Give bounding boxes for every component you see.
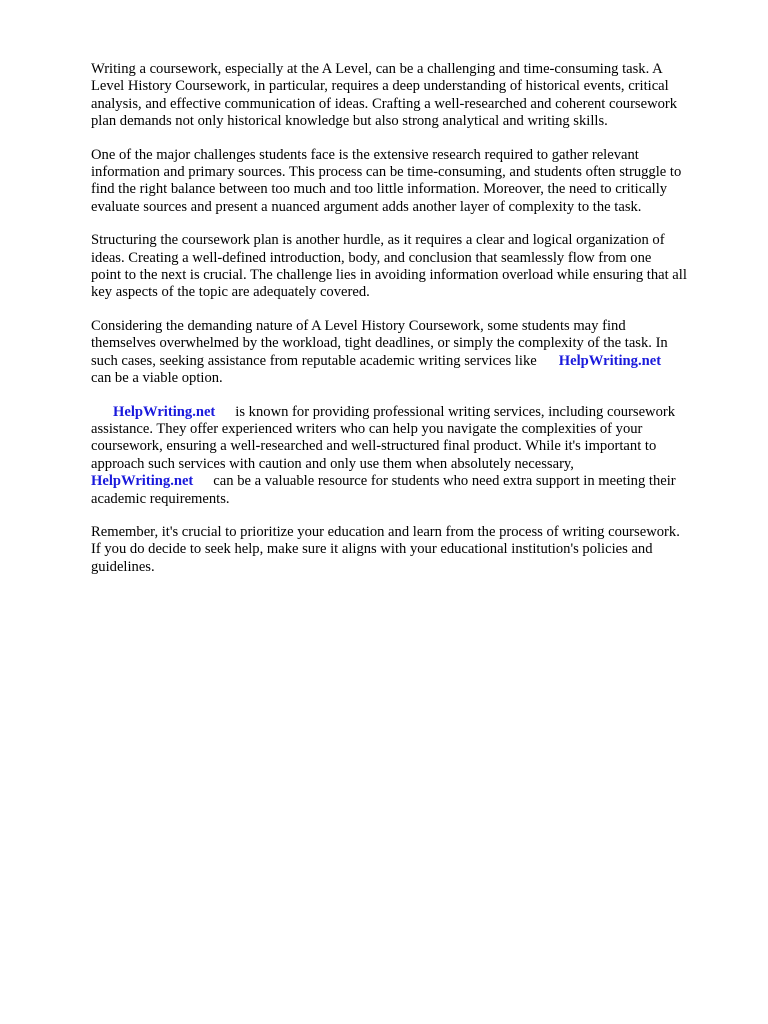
text-line-with-link xyxy=(91,404,731,421)
text-line: Writing a coursework, especially at the A Level, can be a challenging and time-consuming task. A xyxy=(91,61,663,77)
text-line-with-link xyxy=(91,353,731,370)
text-line: academic requirements. xyxy=(91,490,230,507)
text-line: find the right balance between too much and too little information. Moreover, the need to critically xyxy=(91,181,668,198)
paragraph-structuring xyxy=(91,232,731,302)
paragraph-helpwriting-description xyxy=(91,404,731,508)
text-line: point to the next is crucial. The challenge lies in avoiding information overload while ensuring that all xyxy=(91,267,687,284)
paragraph-conclusion xyxy=(91,524,731,576)
helpwriting-link[interactable]: HelpWriting.net xyxy=(91,473,194,490)
text-line: Level History Coursework, in particular, requires a deep understanding of historical events, critical xyxy=(91,78,669,95)
text-line: guidelines. xyxy=(91,558,155,575)
text-segment: is known for providing professional writing services, including coursework xyxy=(235,403,676,420)
text-line: can be a viable option. xyxy=(91,370,223,387)
text-line: key aspects of the topic are adequately covered. xyxy=(91,284,370,301)
text-line: information and primary sources. This process can be time-consuming, and students often struggle to xyxy=(91,164,682,181)
text-line: plan demands not only historical knowledge but also strong analytical and writing skills. xyxy=(91,113,608,130)
text-segment: such cases, seeking assistance from reputable academic writing services like xyxy=(91,352,537,369)
text-line: ideas. Creating a well-defined introduction, body, and conclusion that seamlessly flow from one xyxy=(91,249,652,266)
document-body xyxy=(91,61,731,592)
text-line: Structuring the coursework plan is another hurdle, as it requires a clear and logical organization of xyxy=(91,232,665,249)
paragraph-research-challenges xyxy=(91,147,731,217)
helpwriting-link[interactable]: HelpWriting.net xyxy=(558,352,662,369)
text-line: If you do decide to seek help, make sure it aligns with your educational institution's policies and xyxy=(91,541,653,558)
text-line: themselves overwhelmed by the workload, tight deadlines, or simply the complexity of the task. In xyxy=(91,335,668,352)
paragraph-seeking-assistance xyxy=(91,318,731,388)
text-line: assistance. They offer experienced writers who can help you navigate the complexities of your xyxy=(91,420,643,437)
text-line: analysis, and effective communication of ideas. Crafting a well-researched and coherent coursework xyxy=(91,95,678,112)
text-line: coursework, ensuring a well-researched and well-structured final product. While it's important to xyxy=(91,438,657,455)
text-segment: can be a valuable resource for students who need extra support in meeting their xyxy=(213,473,676,490)
text-line: One of the major challenges students face is the extensive research required to gather relevant xyxy=(91,146,639,163)
text-line: evaluate sources and present a nuanced argument adds another layer of complexity to the task. xyxy=(91,198,642,215)
helpwriting-link[interactable]: HelpWriting.net xyxy=(113,403,216,420)
text-line: Remember, it's crucial to prioritize your education and learn from the process of writing coursework. xyxy=(91,523,680,540)
paragraph-intro xyxy=(91,61,731,131)
text-line-with-link xyxy=(91,473,731,490)
text-line: approach such services with caution and only use them when absolutely necessary, xyxy=(91,455,574,472)
text-line: Considering the demanding nature of A Level History Coursework, some students may find xyxy=(91,317,626,334)
